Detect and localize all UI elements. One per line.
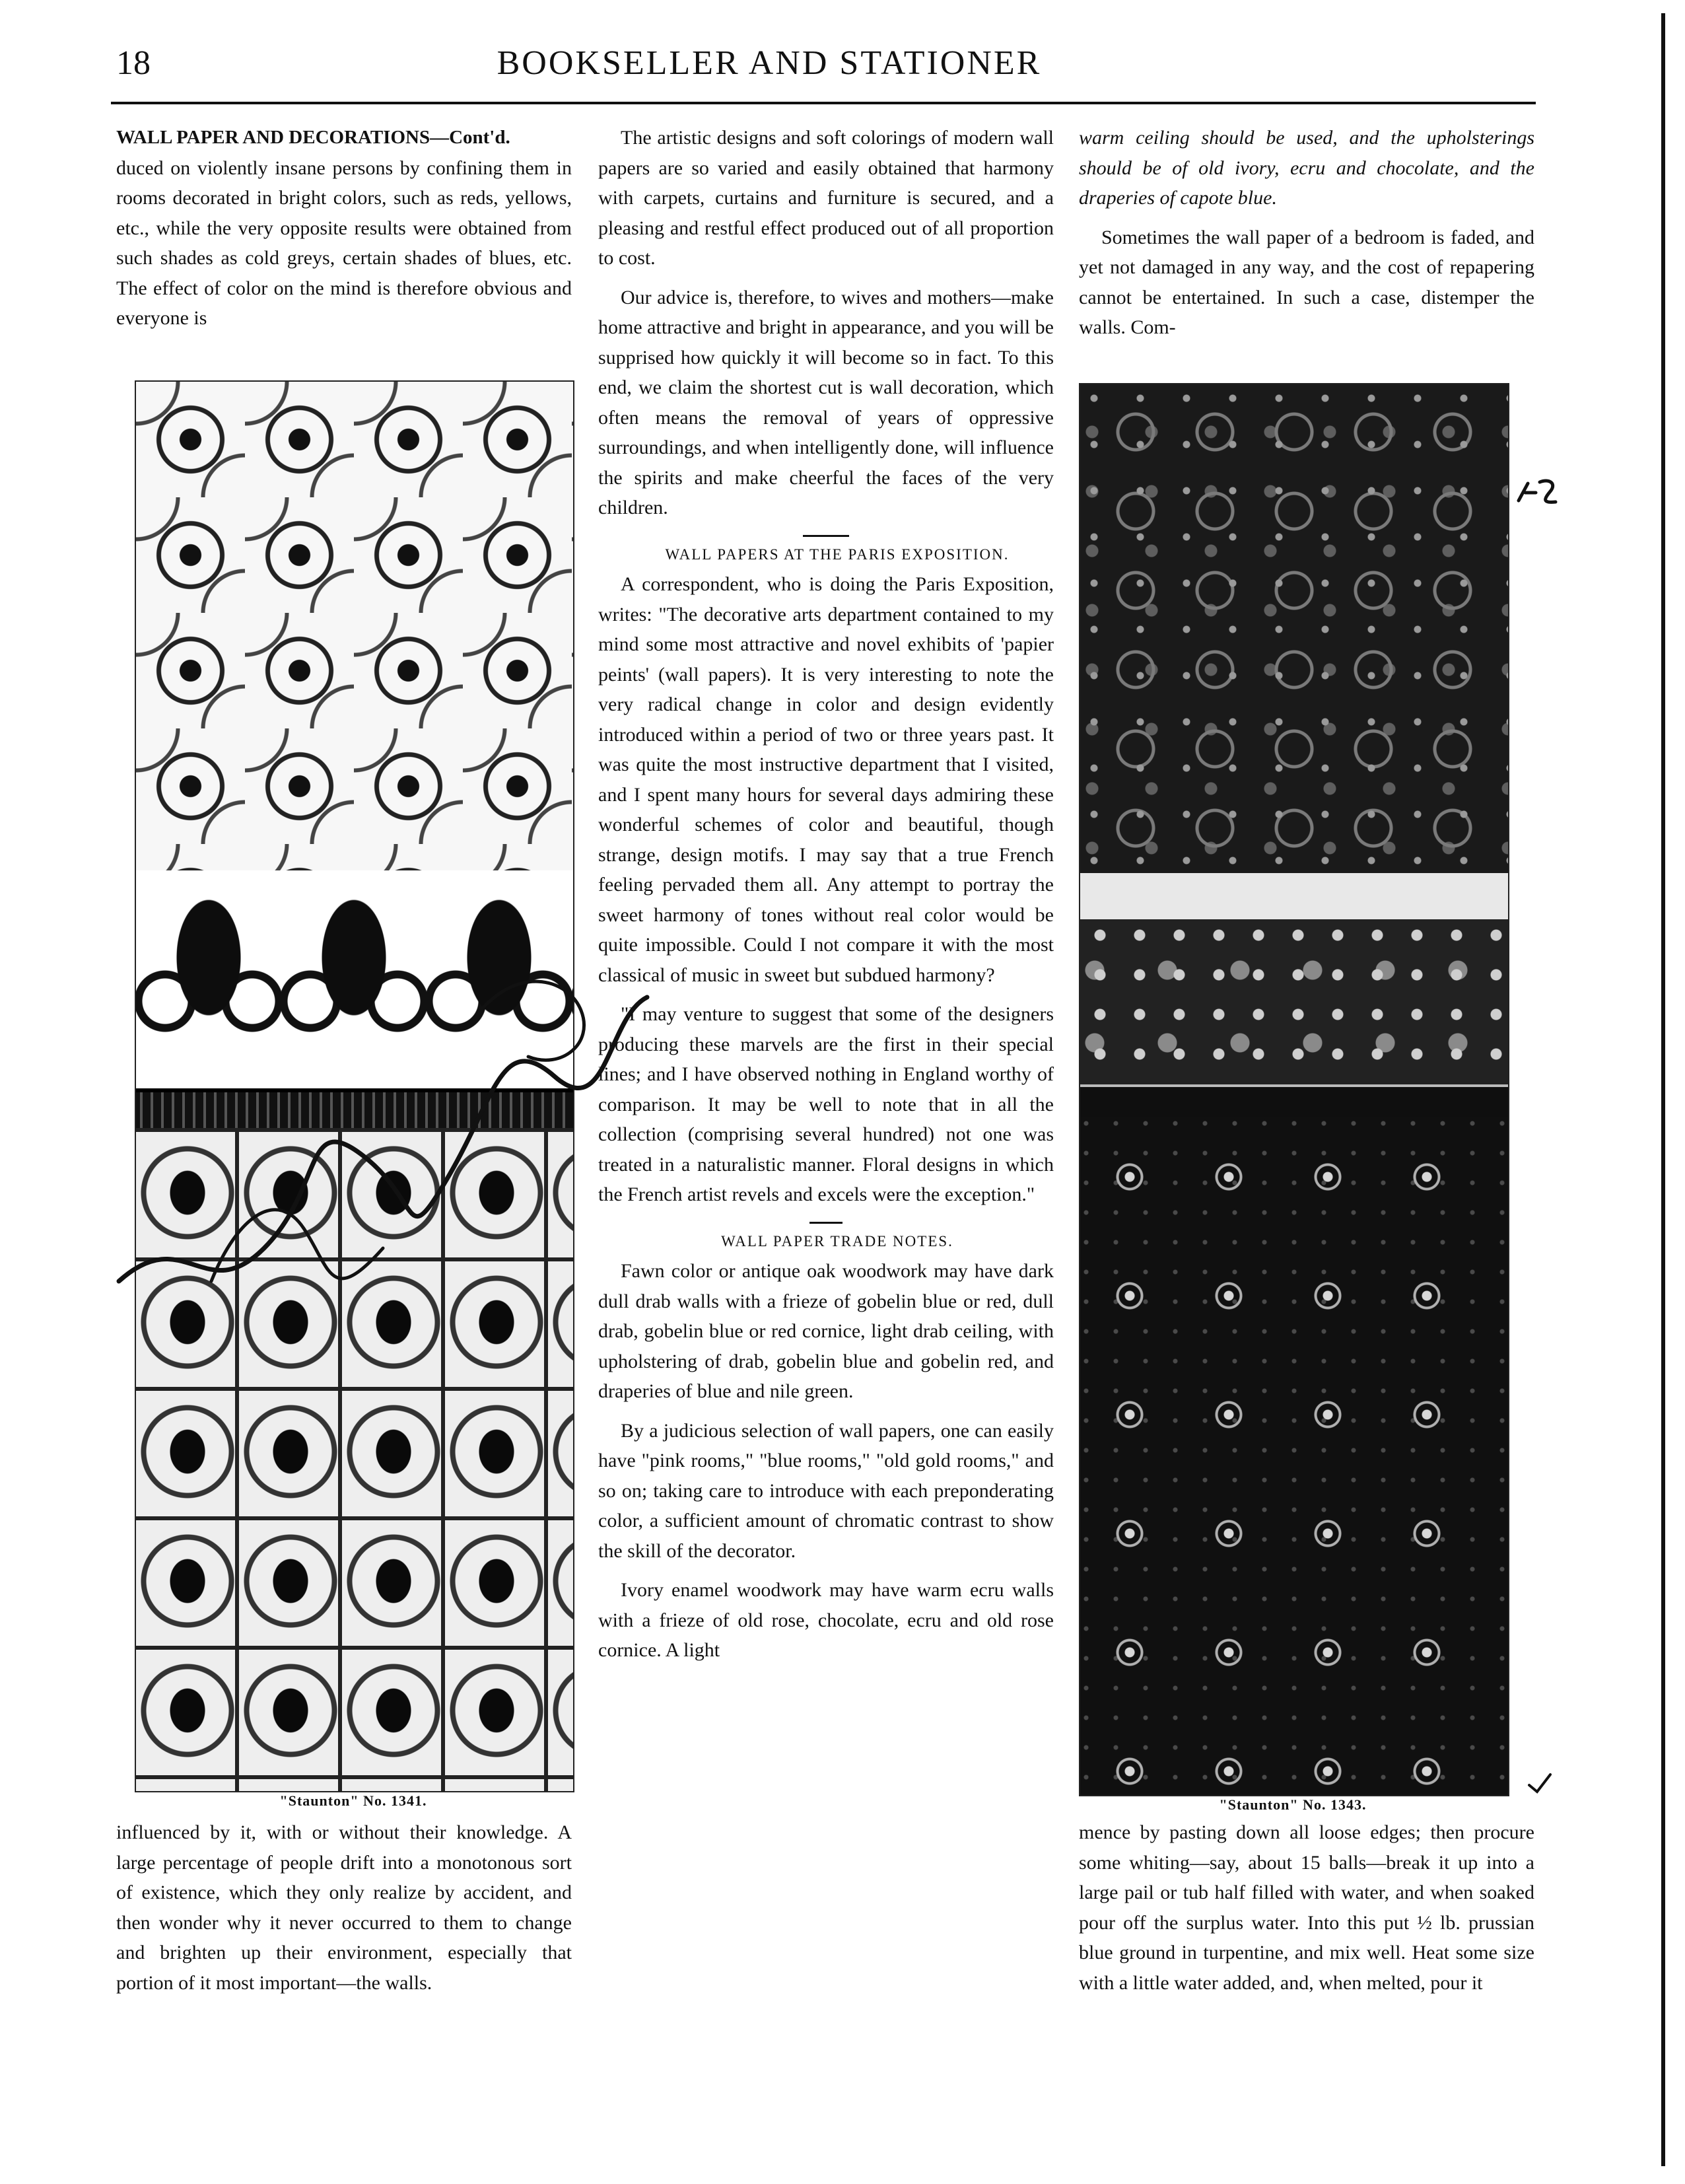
- column-1-top: [116, 123, 572, 334]
- page-number: 18: [116, 44, 151, 82]
- paragraph-fawn-color: Fawn color or antique oak woodwork may have dark dull drab walls with a frieze of gobelin blue or red, dull drab, gobelin blue or red cornice, light drab ceiling, with upholstering of drab, gobelin blue and gobelin red, and draperies of blue and nile green.: [598, 1260, 1054, 1402]
- paragraph-judicious-selection: By a judicious selection of wall papers, one can easily have "pink rooms," "blue rooms," "old gold rooms," and so on; taking care to introduce with each preponderating color, a sufficient amount of chromatic contrast to show the skill of the decorator.: [598, 1419, 1054, 1562]
- paragraph-warm-ceiling: warm ceiling should be used, and the upholsterings should be of old ivory, ecru and chocolate, and the draperies of capote blue.: [1079, 127, 1534, 209]
- column-1-bottom: [116, 1817, 572, 1998]
- paragraph-designers: "I may venture to suggest that some of the designers producing these marvels are the first in their special lines; and I have observed nothing in England worthy of comparison. It may be well to note that in all the collection (comprising several hundred) not one was treated in a naturalistic manner. Floral designs in which the French artist revels and excels were the exception.": [598, 1003, 1054, 1205]
- continued-heading: WALL PAPER AND DECORATIONS—Cont'd.: [116, 127, 510, 148]
- dark-damask-pattern: [1080, 384, 1508, 873]
- margin-pencil-mark: [1516, 477, 1562, 506]
- scroll-frieze: [136, 870, 573, 1088]
- paragraph-advice: Our advice is, therefore, to wives and mothers—make home attractive and bright in appearance, and you will be supprised how quickly it will become so in fact. To this end, we claim the shortest cut is wall decoration, which often means the removal of years of oppressive surroundings, and when intelligently done, will influence the spirits and make cheerful the faces of the very children.: [598, 286, 1054, 518]
- floral-dark-pattern: [1080, 1117, 1508, 1796]
- paragraph-ivory-enamel: Ivory enamel woodwork may have warm ecru walls with a frieze of old rose, chocolate, ecru and old rose cornice. A light: [598, 1579, 1054, 1661]
- column-3-bottom-text: mence by pasting down all loose edges; then procure some whiting—say, about 15 balls—break it up into a large pail or tub half filled with water, and when soaked pour off the surplus water. Into this put ½ lb. prussian blue ground in turpentine, and mix well. Heat some size with a little water added, and, when melted, pour it: [1079, 1821, 1534, 1994]
- header-rule: [111, 102, 1536, 104]
- section-divider-2: [809, 1222, 843, 1224]
- paragraph-artistic-designs: The artistic designs and soft colorings of modern wall papers are so varied and easily obtained that harmony with carpets, curtains and furniture is secured, and a pleasing and restful effect produced out of all proportion to cost.: [598, 127, 1054, 269]
- column-1-top-text: duced on violently insane persons by confining them in rooms decorated in bright colors, such as reds, yellows, etc., while the very opposite results were obtained from such shades as cold greys, certain shades of blues, etc. The effect of color on the mind is therefore obvious and everyone is: [116, 157, 572, 329]
- light-border-strip: [1080, 873, 1508, 919]
- wallpaper-specimen-1343: [1079, 383, 1509, 1796]
- column-3-top: [1079, 123, 1534, 343]
- binding-edge-rule: [1661, 13, 1665, 2166]
- column-2: [598, 123, 1054, 1666]
- column-1-bottom-text: influenced by it, with or without their knowledge. A large percentage of people drift into a monotonous sort of existence, which they only realize by accident, and then wonder why it never occurred to them to change and brighten up their environment, especially that portion of it most important—the walls.: [116, 1821, 572, 1994]
- paragraph-faded-bedroom: Sometimes the wall paper of a bedroom is faded, and yet not damaged in any way, and the cost of repapering cannot be entertained. In such a case, distemper the walls. Com-: [1079, 226, 1534, 338]
- caption-staunton-1341: "Staunton" No. 1341.: [279, 1792, 427, 1809]
- subhead-trade-notes: WALL PAPER TRADE NOTES.: [721, 1232, 953, 1250]
- section-divider: [803, 535, 849, 537]
- dark-frieze: [1080, 919, 1508, 1084]
- column-3-bottom: [1079, 1817, 1534, 1998]
- caption-staunton-1343: "Staunton" No. 1343.: [1219, 1796, 1367, 1813]
- masthead-title: BOOKSELLER AND STATIONER: [497, 44, 1042, 82]
- paragraph-correspondent: A correspondent, who is doing the Paris Exposition, writes: "The decorative arts department contained to my mind some most attractive and novel exhibits of 'papier peints' (wall papers). It is very interesting to note the very radical change in color and design evidently introduced within a period of two or three years past. It was quite the most instructive department that I visited, and I spent many hours for several days admiring these wonderful schemes of color and beautiful, though strange, design motifs. I may say that a true French feeling pervaded them all. Any attempt to portray the sweet harmony of tones without real color would be quite impossible. Could I not compare it with the most classical of music in sweet but subdued harmony?: [598, 573, 1054, 986]
- subhead-paris-exposition: WALL PAPERS AT THE PARIS EXPOSITION.: [665, 546, 1010, 563]
- lattice-pattern: [136, 382, 573, 870]
- margin-tick-mark: [1527, 1772, 1553, 1794]
- fleur-pattern: [136, 1128, 573, 1792]
- wallpaper-specimen-1341: [135, 380, 574, 1792]
